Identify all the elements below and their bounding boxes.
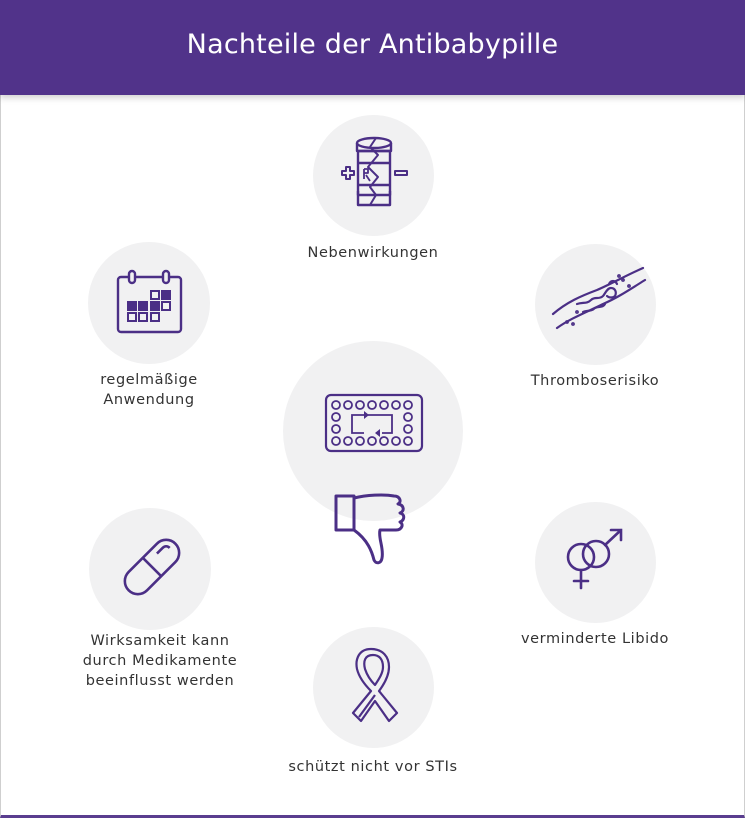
pill-pack-icon (324, 393, 424, 453)
label-line: regelmäßige (100, 372, 198, 388)
item-thromboserisiko-label: Thromboserisiko (530, 373, 660, 389)
item-nebenwirkungen-label: Nebenwirkungen (307, 245, 439, 261)
item-stis-label: schützt nicht vor STIs (288, 759, 458, 775)
label-line: Wirksamkeit kann (90, 633, 230, 649)
broken-pill-bottle-icon (334, 135, 414, 215)
item-wirksamkeit-label (60, 631, 260, 691)
item-verminderte-libido-label: verminderte Libido (520, 631, 670, 647)
label-line: durch Medikamente (82, 653, 238, 669)
page-title: Nachteile der Antibabypille (186, 29, 559, 60)
awareness-ribbon-icon (345, 647, 405, 727)
label-line: beeinflusst werden (85, 673, 235, 689)
item-wirksamkeit-circle (89, 508, 211, 630)
blood-vessel-clot-icon (547, 266, 647, 336)
capsule-icon (117, 532, 187, 602)
item-verminderte-libido-circle (535, 502, 656, 623)
calendar-icon (115, 269, 185, 335)
gender-symbols-icon (561, 522, 641, 602)
label-line: Anwendung (103, 392, 195, 408)
item-regelmaessige-anwendung-circle (88, 242, 210, 364)
item-thromboserisiko-circle (535, 244, 656, 365)
thumbs-down-icon (334, 490, 414, 570)
item-stis-circle (313, 627, 434, 748)
item-regelmaessige-anwendung-label (69, 370, 229, 410)
header-banner (0, 0, 745, 95)
item-nebenwirkungen-circle (313, 115, 434, 236)
